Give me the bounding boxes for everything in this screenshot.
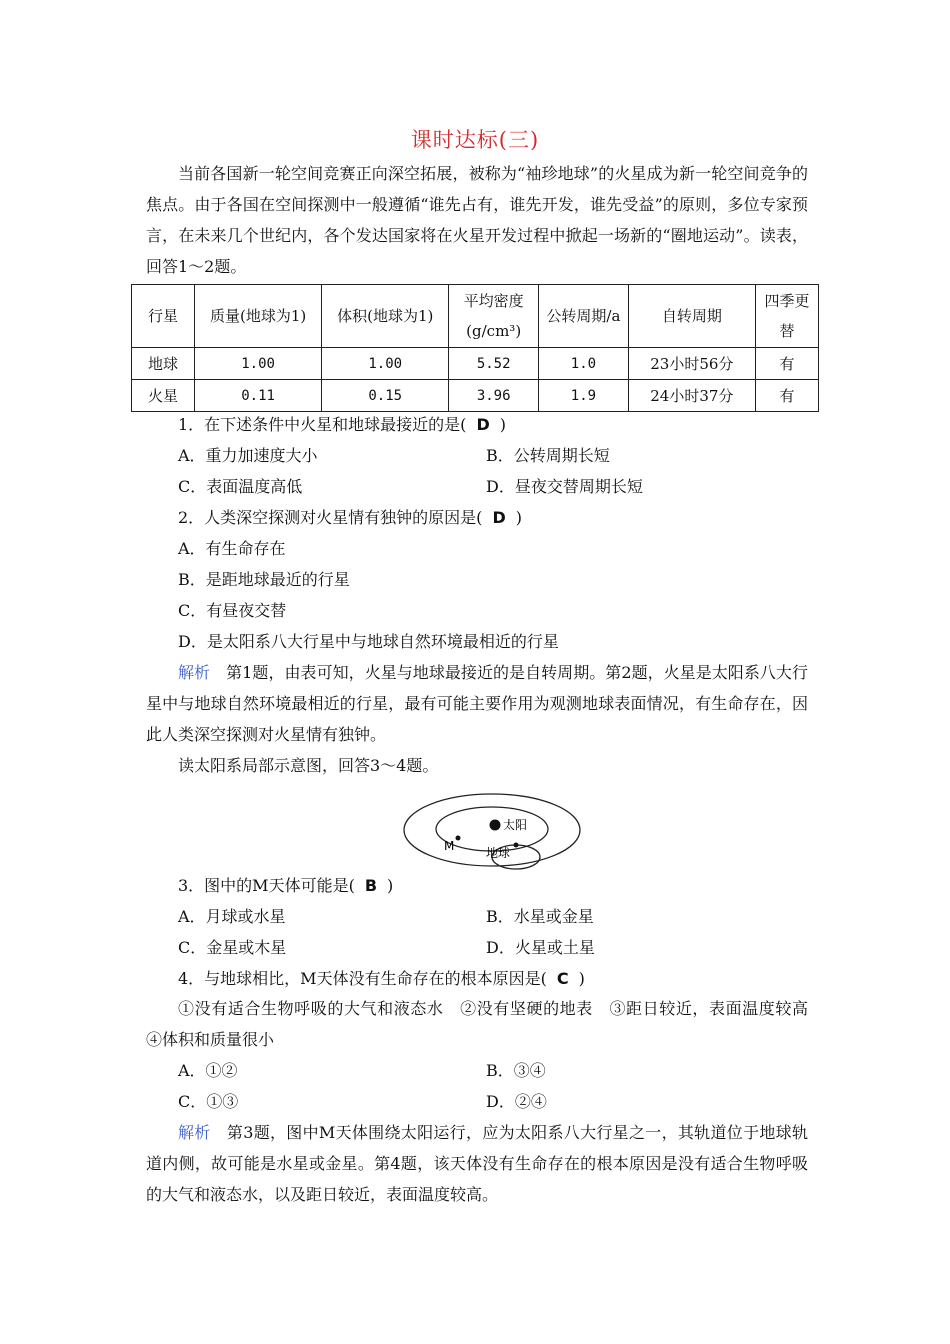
option-a: A．①② — [178, 1061, 238, 1080]
option-d: D．是太阳系八大行星中与地球自然环境最相近的行星 — [178, 632, 559, 651]
analysis-1: 解析 第1题，由表可知，火星与地球最接近的是自转周期。第2题，火星是太阳系八大行星中与地球自然环境最相近的行星，最有可能主要作用为观测地球表面情况，有生命存在，因此人类深空探测对火星情有独钟。 — [146, 663, 808, 744]
earth-label: 地球 — [486, 846, 511, 860]
table-cell: 3.96 — [449, 380, 539, 412]
option-a: A．有生命存在 — [178, 539, 286, 558]
option-c: C．金星或木星 — [178, 938, 287, 957]
m-dot — [456, 836, 461, 841]
question-2-stem: 2．人类深空探测对火星情有独钟的原因是( D ) — [178, 508, 522, 527]
page-title: 课时达标(三) — [410, 128, 540, 152]
intro-paragraph: 当前各国新一轮空间竞赛正向深空拓展，被称为“袖珍地球”的火星成为新一轮空间竞争的焦点。由于各国在空间探测中一般遵循“谁先占有，谁先开发，谁先受益”的原则，多位专家预言，在未来几个世纪内，各个发达国家将在火星开发过程中掀起一场新的“圈地运动”。读表，回答1～2题。 — [146, 164, 808, 276]
option-d: D．②④ — [486, 1092, 547, 1111]
sun-dot — [490, 820, 501, 831]
table-cell: 1.0 — [539, 348, 629, 380]
answer-4: C — [556, 969, 569, 988]
sun-label: 太阳 — [503, 818, 528, 832]
table-cell: 5.52 — [449, 348, 539, 380]
question-4-stem: 4．与地球相比，M天体没有生命存在的根本原因是( C ) — [178, 969, 585, 988]
table-row — [132, 380, 819, 412]
question-3-stem: 3．图中的M天体可能是( B ) — [178, 876, 394, 895]
table-header: 质量(地球为1) — [195, 285, 322, 348]
option-b: B．是距地球最近的行星 — [178, 570, 350, 589]
option-a: A．月球或水星 — [178, 907, 286, 926]
table-cell: 1.00 — [195, 348, 322, 380]
solar-system-diagram — [400, 790, 590, 876]
table-cell: 0.11 — [195, 380, 322, 412]
table-row — [132, 348, 819, 380]
table-cell: 1.00 — [322, 348, 449, 380]
table-header: 公转周期/a — [539, 285, 629, 348]
option-d: D．昼夜交替周期长短 — [486, 477, 643, 496]
option-d: D．火星或土星 — [486, 938, 595, 957]
table-cell: 地球 — [132, 348, 195, 380]
table-cell: 有 — [755, 348, 818, 380]
analysis-label: 解析 — [178, 663, 211, 682]
planet-table — [131, 284, 819, 412]
table-header: 体积(地球为1) — [322, 285, 449, 348]
option-a: A．重力加速度大小 — [178, 446, 318, 465]
table-cell: 火星 — [132, 380, 195, 412]
option-b: B．公转周期长短 — [486, 446, 610, 465]
question-4-options-text: ①没有适合生物呼吸的大气和液态水 ②没有坚硬的地表 ③距日较近，表面温度较高 ④体积和质量很小 — [146, 999, 825, 1049]
answer-2: D — [492, 508, 506, 527]
diagram-prompt: 读太阳系局部示意图，回答3～4题。 — [178, 756, 439, 775]
answer-1: D — [476, 415, 490, 434]
table-header: 平均密度(g/cm³) — [449, 285, 539, 348]
table-header: 四季更替 — [755, 285, 818, 348]
analysis-2: 解析 第3题，图中M天体围绕太阳运行，应为太阳系八大行星之一，其轨道位于地球轨道内侧，故可能是水星或金星。第4题，该天体没有生命存在的根本原因是没有适合生物呼吸的大气和液态水，以及距日较近，表面温度较高。 — [146, 1123, 808, 1204]
table-cell: 23小时56分 — [628, 348, 755, 380]
analysis-label: 解析 — [178, 1123, 211, 1142]
table-cell: 1.9 — [539, 380, 629, 412]
table-header-row — [132, 285, 819, 348]
answer-3: B — [364, 876, 378, 895]
table-cell: 0.15 — [322, 380, 449, 412]
option-b: B．③④ — [486, 1061, 546, 1080]
option-c: C．表面温度高低 — [178, 477, 303, 496]
option-c: C．①③ — [178, 1092, 239, 1111]
earth-dot — [514, 843, 519, 848]
option-b: B．水星或金星 — [486, 907, 594, 926]
table-header: 自转周期 — [628, 285, 755, 348]
table-cell: 24小时37分 — [628, 380, 755, 412]
m-label: M — [444, 839, 455, 853]
question-1-stem: 1．在下述条件中火星和地球最接近的是( D ) — [178, 415, 506, 434]
option-c: C．有昼夜交替 — [178, 601, 287, 620]
table-header: 行星 — [132, 285, 195, 348]
table-cell: 有 — [755, 380, 818, 412]
